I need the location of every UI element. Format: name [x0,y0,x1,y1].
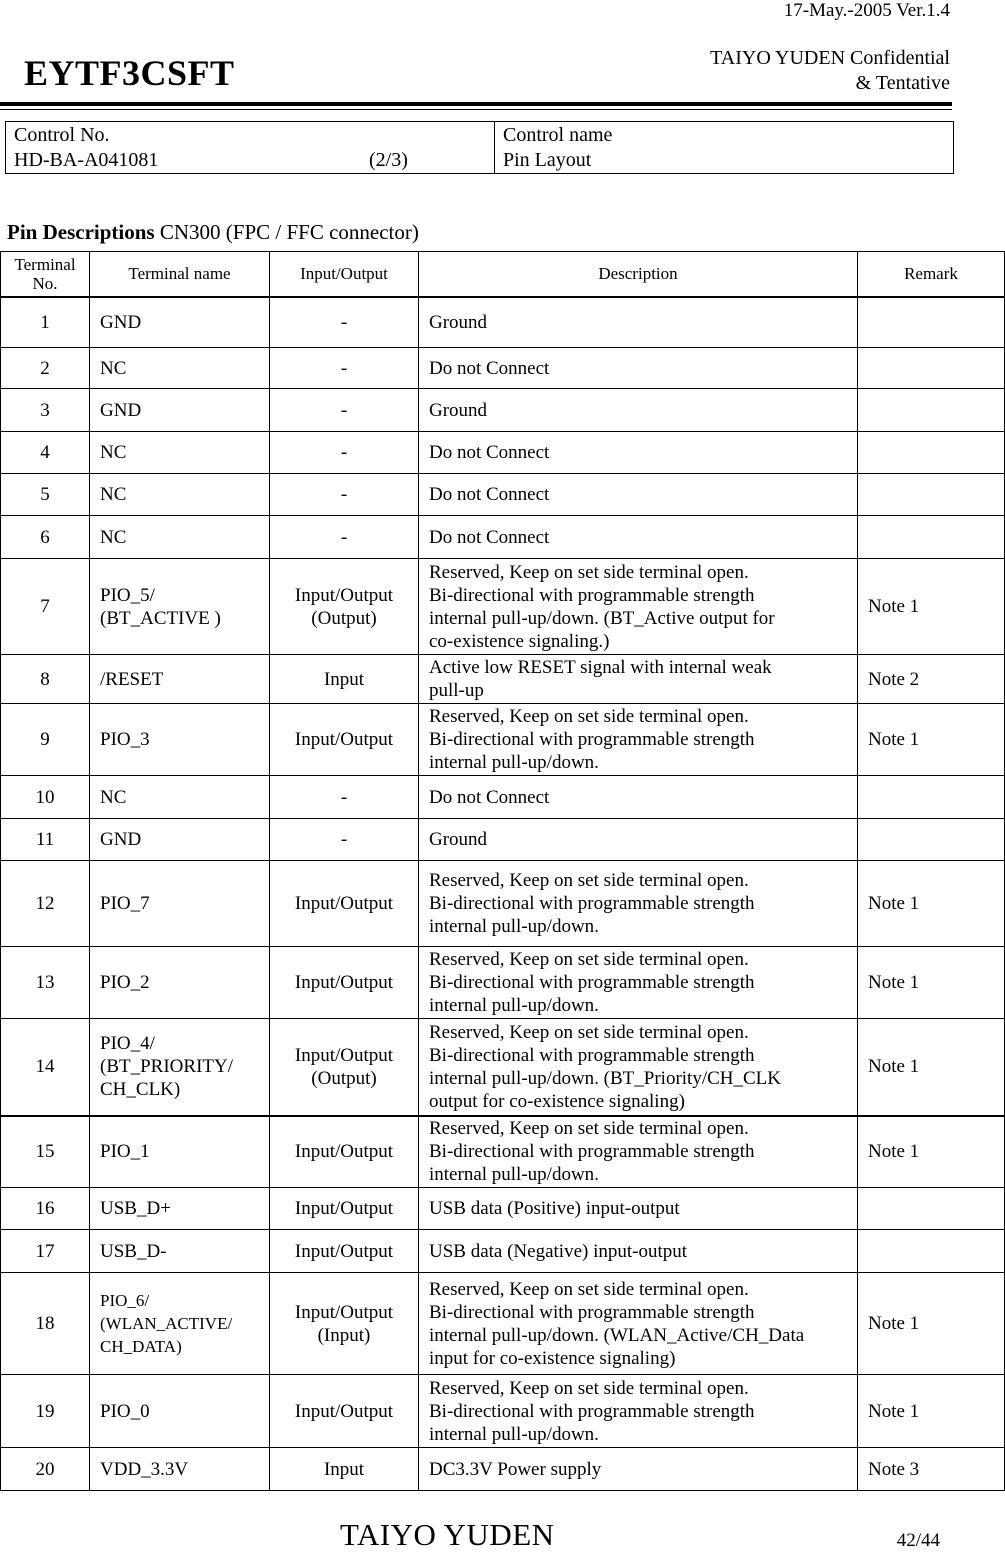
remark-cell [858,474,1005,516]
description-cell: Active low RESET signal with internal weak pull-up [419,655,858,704]
remark-cell: Note 1 [858,1116,1005,1188]
input-output-cell: Input [270,1448,419,1491]
header-rule-thin [0,109,952,110]
remark-cell [858,819,1005,861]
input-output-cell: Input/Output [270,1230,419,1273]
input-output-cell: Input/Output (Input) [270,1273,419,1375]
table-row [1,559,1005,655]
control-part: (2/3) [369,149,408,171]
input-output-cell: Input/Output [270,1375,419,1448]
remark-cell: Note 3 [858,1448,1005,1491]
remark-cell [858,432,1005,474]
terminal-name-cell: GND [90,819,270,861]
terminal-name-cell: NC [90,432,270,474]
table-row [1,1019,1005,1116]
terminal-name-cell: NC [90,776,270,819]
confidential-line-2: & Tentative [855,72,950,94]
input-output-cell: Input/Output [270,861,419,947]
description-cell: Reserved, Keep on set side terminal open. Bi-directional with programmable strength internal pull-up/down. [419,947,858,1019]
terminal-name-cell: NC [90,516,270,559]
table-row [1,819,1005,861]
terminal-no-cell: 18 [1,1273,90,1375]
description-cell: Reserved, Keep on set side terminal open. Bi-directional with programmable strength internal pull-up/down. [419,1116,858,1188]
table-row [1,297,1005,348]
table-row [1,1448,1005,1491]
description-cell: Ground [419,819,858,861]
table-row [1,704,1005,776]
remark-cell: Note 1 [858,559,1005,655]
terminal-name-cell: VDD_3.3V [90,1448,270,1491]
section-heading-rest: CN300 (FPC / FFC connector) [154,220,419,244]
header-terminal-name: Terminal name [90,252,270,297]
input-output-cell: Input/Output (Output) [270,559,419,655]
input-output-cell: - [270,297,419,348]
table-row [1,1116,1005,1188]
terminal-name-cell: PIO_3 [90,704,270,776]
remark-cell [858,348,1005,389]
terminal-no-cell: 8 [1,655,90,704]
header-terminal-no: Terminal No. [1,252,90,297]
table-row [1,348,1005,389]
terminal-name-cell: NC [90,474,270,516]
description-cell: Reserved, Keep on set side terminal open. Bi-directional with programmable strength internal pull-up/down. (WLAN_Active/CH_Data input for co-existence signaling) [419,1273,858,1375]
table-row [1,1230,1005,1273]
description-cell: Ground [419,297,858,348]
terminal-no-cell: 1 [1,297,90,348]
pin-description-table [0,251,1005,1491]
terminal-no-cell: 6 [1,516,90,559]
footer-brand: TAIYO YUDEN [340,1517,555,1552]
header-input-output: Input/Output [270,252,419,297]
table-row [1,1375,1005,1448]
page-number: 42/44 [896,1530,940,1551]
input-output-cell: - [270,389,419,432]
description-cell: Do not Connect [419,474,858,516]
remark-cell [858,389,1005,432]
table-row [1,1188,1005,1230]
terminal-name-cell: GND [90,297,270,348]
description-cell: Ground [419,389,858,432]
remark-cell: Note 1 [858,1273,1005,1375]
terminal-no-cell: 9 [1,704,90,776]
description-cell: Reserved, Keep on set side terminal open. Bi-directional with programmable strength internal pull-up/down. (BT_Active output for co-existence signaling.) [419,559,858,655]
control-info-box [5,121,954,174]
terminal-no-cell: 13 [1,947,90,1019]
input-output-cell: - [270,348,419,389]
remark-cell: Note 1 [858,1019,1005,1116]
description-cell: DC3.3V Power supply [419,1448,858,1491]
input-output-cell: - [270,516,419,559]
description-cell: Reserved, Keep on set side terminal open. Bi-directional with programmable strength internal pull-up/down. [419,861,858,947]
document-title: EYTF3CSFT [24,53,235,93]
input-output-cell: - [270,474,419,516]
description-cell: USB data (Negative) input-output [419,1230,858,1273]
header-description: Description [419,252,858,297]
control-number-label: Control No. [14,124,110,146]
control-name-cell [495,122,612,173]
input-output-cell: Input/Output [270,704,419,776]
description-cell: Reserved, Keep on set side terminal open. Bi-directional with programmable strength internal pull-up/down. [419,1375,858,1448]
terminal-name-cell: /RESET [90,655,270,704]
terminal-name-cell: USB_D- [90,1230,270,1273]
table-row [1,861,1005,947]
remark-cell [858,1188,1005,1230]
control-number-cell [6,122,495,173]
table-row [1,1273,1005,1375]
section-heading-bold: Pin Descriptions [7,220,155,244]
input-output-cell: Input [270,655,419,704]
control-name-value: Pin Layout [503,149,592,171]
terminal-no-cell: 15 [1,1116,90,1188]
confidentiality-notice [710,46,950,96]
control-number-value: HD-BA-A041081 [14,149,159,171]
description-cell: Reserved, Keep on set side terminal open. Bi-directional with programmable strength internal pull-up/down. [419,704,858,776]
terminal-name-cell: PIO_0 [90,1375,270,1448]
description-cell: Do not Connect [419,348,858,389]
table-row [1,432,1005,474]
terminal-name-cell: PIO_4/ (BT_PRIORITY/ CH_CLK) [90,1019,270,1116]
terminal-no-cell: 5 [1,474,90,516]
date-version: 17-May.-2005 Ver.1.4 [783,0,950,21]
terminal-name-cell: PIO_5/ (BT_ACTIVE ) [90,559,270,655]
remark-cell [858,516,1005,559]
remark-cell [858,1230,1005,1273]
remark-cell: Note 1 [858,1375,1005,1448]
terminal-no-cell: 3 [1,389,90,432]
terminal-no-cell: 14 [1,1019,90,1116]
description-cell: Do not Connect [419,516,858,559]
table-row [1,947,1005,1019]
header-rule-thick [0,102,952,106]
input-output-cell: Input/Output [270,1188,419,1230]
terminal-no-cell: 12 [1,861,90,947]
description-cell: Reserved, Keep on set side terminal open. Bi-directional with programmable strength internal pull-up/down. (BT_Priority/CH_CLK output for co-existence signaling) [419,1019,858,1116]
table-row [1,474,1005,516]
terminal-no-cell: 4 [1,432,90,474]
terminal-name-cell: PIO_6/ (WLAN_ACTIVE/ CH_DATA) [90,1273,270,1375]
terminal-no-cell: 17 [1,1230,90,1273]
remark-cell: Note 1 [858,861,1005,947]
table-header-row [1,252,1005,297]
input-output-cell: - [270,776,419,819]
description-cell: Do not Connect [419,776,858,819]
terminal-name-cell: USB_D+ [90,1188,270,1230]
table-row [1,389,1005,432]
terminal-no-cell: 20 [1,1448,90,1491]
terminal-name-cell: GND [90,389,270,432]
remark-cell: Note 1 [858,947,1005,1019]
terminal-no-cell: 19 [1,1375,90,1448]
input-output-cell: - [270,819,419,861]
description-cell: Do not Connect [419,432,858,474]
terminal-no-cell: 11 [1,819,90,861]
input-output-cell: Input/Output [270,1116,419,1188]
remark-cell: Note 1 [858,704,1005,776]
terminal-no-cell: 16 [1,1188,90,1230]
terminal-no-cell: 10 [1,776,90,819]
terminal-name-cell: PIO_7 [90,861,270,947]
confidential-line-1: TAIYO YUDEN Confidential [710,47,950,69]
header-remark: Remark [858,252,1005,297]
terminal-name-cell: NC [90,348,270,389]
terminal-name-cell: PIO_2 [90,947,270,1019]
terminal-no-cell: 2 [1,348,90,389]
terminal-no-cell: 7 [1,559,90,655]
table-row [1,655,1005,704]
table-row [1,776,1005,819]
terminal-name-cell: PIO_1 [90,1116,270,1188]
table-row [1,516,1005,559]
input-output-cell: Input/Output [270,947,419,1019]
control-name-label: Control name [503,124,613,146]
description-cell: USB data (Positive) input-output [419,1188,858,1230]
input-output-cell: - [270,432,419,474]
input-output-cell: Input/Output (Output) [270,1019,419,1116]
remark-cell: Note 2 [858,655,1005,704]
remark-cell [858,297,1005,348]
remark-cell [858,776,1005,819]
section-heading [7,220,419,245]
